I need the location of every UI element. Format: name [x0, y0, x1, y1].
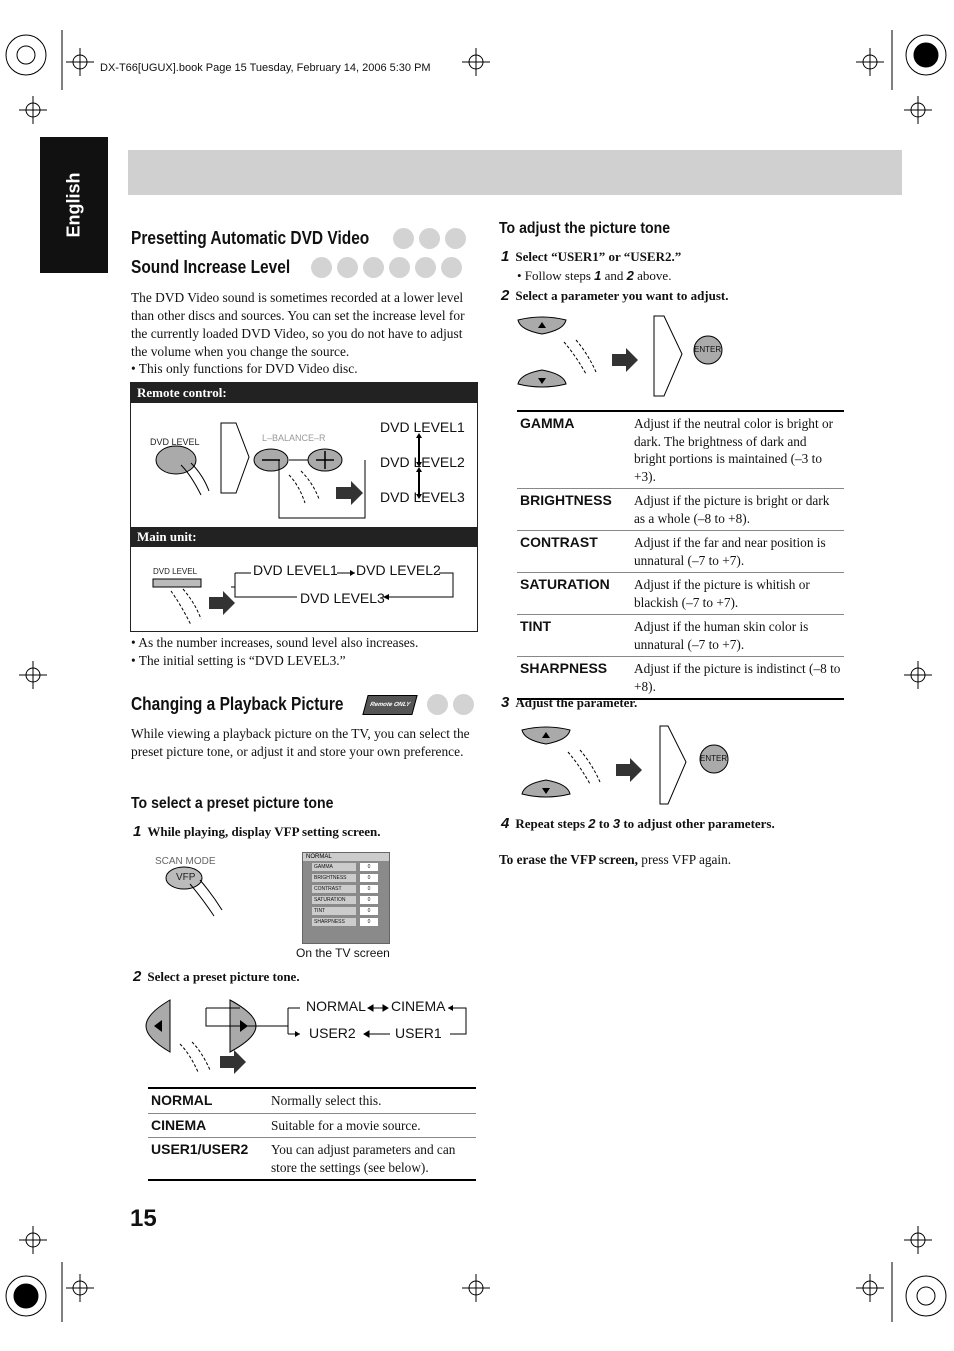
remote-only-badge: Remote ONLY	[362, 695, 417, 715]
adjust-step4	[501, 815, 775, 832]
preset-step1	[133, 823, 381, 840]
dvd-level-box	[130, 382, 478, 632]
table-row	[517, 411, 844, 489]
table-row	[148, 1113, 476, 1138]
step-number: 2	[133, 968, 142, 985]
tv-row-value: 0	[360, 896, 378, 904]
note-text: and	[601, 268, 627, 283]
step-number: 1	[501, 248, 510, 265]
section2-title: Changing a Playback Picture	[131, 694, 344, 714]
tv-row-key: SHARPNESS	[312, 918, 356, 926]
title-dots	[427, 694, 474, 715]
adjust-enter-diagram	[518, 722, 738, 806]
table-value: Adjust if the picture is whitish or blackish (–7 to +7).	[631, 573, 844, 615]
step-text	[515, 816, 774, 832]
cycle-cinema: CINEMA	[391, 998, 446, 1014]
section1-title-line2: Sound Increase Level	[131, 257, 291, 277]
step-text: Select a parameter you want to adjust.	[515, 288, 729, 303]
table-value: You can adjust parameters and can store the settings (see below).	[268, 1138, 476, 1181]
table-row	[517, 489, 844, 531]
table-value: Adjust if the far and near position is unnatural (–7 to +7).	[631, 531, 844, 573]
table-key: CONTRAST	[517, 531, 631, 573]
tv-row-key: CONTRAST	[312, 885, 356, 893]
level2-label: DVD LEVEL2	[380, 454, 465, 470]
enter-label: ENTER	[700, 754, 728, 763]
adjust-subheading: To adjust the picture tone	[499, 220, 671, 237]
table-key: NORMAL	[148, 1088, 268, 1113]
title-dots	[393, 228, 466, 249]
preset-step2	[133, 968, 300, 985]
parameter-table	[517, 410, 844, 700]
step-ref: 3	[612, 816, 621, 831]
level1-label: DVD LEVEL1	[380, 419, 465, 435]
section1-title	[131, 228, 466, 278]
tv-row	[312, 918, 389, 926]
step-number: 4	[501, 815, 510, 832]
cycle-normal: NORMAL	[306, 998, 366, 1014]
tv-row-value: 0	[360, 907, 378, 915]
main-level1-label: DVD LEVEL1	[253, 562, 338, 578]
tv-screen-rows	[303, 861, 389, 926]
main-level2-label: DVD LEVEL2	[356, 562, 441, 578]
step-text: Select a preset picture tone.	[147, 969, 300, 984]
erase-note-rest: press VFP again.	[637, 852, 732, 867]
balance-label: L–BALANCE–R	[262, 433, 326, 443]
note-step-ref: 1	[594, 268, 602, 283]
table-row	[517, 531, 844, 573]
section1-title-line1: Presetting Automatic DVD Video	[131, 228, 370, 248]
main-level3-label: DVD LEVEL3	[300, 590, 385, 606]
tv-row-value: 0	[360, 863, 378, 871]
tv-row-value: 0	[360, 918, 378, 926]
cycle-user2: USER2	[309, 1025, 356, 1041]
note-1: • As the number increases, sound level also increases.	[131, 635, 419, 650]
tv-row-key: TINT	[312, 907, 356, 915]
scan-mode-label: SCAN MODE	[155, 856, 216, 867]
step-text: While playing, display VFP setting screen.	[147, 824, 381, 839]
table-value: Adjust if the picture is bright or dark as a whole (–8 to +8).	[631, 489, 844, 531]
tv-row-key: BRIGHTNESS	[312, 874, 356, 882]
language-tab	[40, 137, 108, 273]
table-value: Adjust if the human skin color is unnatural (–7 to +7).	[631, 615, 844, 657]
tv-screen-title: NORMAL	[303, 853, 389, 861]
table-row	[517, 615, 844, 657]
tv-row-value: 0	[360, 874, 378, 882]
adjust-step2	[501, 287, 729, 304]
table-key: USER1/USER2	[148, 1138, 268, 1181]
step-text-part: to	[595, 816, 613, 831]
tv-row-key: SATURATION	[312, 896, 356, 904]
table-row	[148, 1138, 476, 1181]
tv-screen	[302, 852, 390, 944]
table-key: CINEMA	[148, 1113, 268, 1138]
tv-caption: On the TV screen	[296, 946, 390, 960]
preset-table	[148, 1087, 476, 1181]
tv-row	[312, 863, 389, 871]
section2-body: While viewing a playback picture on the TV, you can select the preset picture tone, or adjust it and store your own preference.	[131, 726, 470, 759]
note-text: above.	[633, 268, 672, 283]
note-text: • Follow steps	[517, 268, 595, 283]
step-text-part: Repeat steps	[515, 816, 589, 831]
tv-row	[312, 907, 389, 915]
table-value: Adjust if the picture is indistinct (–8 to +8).	[631, 657, 844, 700]
dvd-level-button-label: DVD LEVEL	[150, 437, 200, 447]
note-step-ref: 2	[626, 268, 634, 283]
cursor-enter-diagram	[514, 312, 734, 402]
erase-note	[499, 852, 731, 868]
tv-row-value: 0	[360, 885, 378, 893]
tv-row	[312, 885, 389, 893]
book-header-line: DX-T66[UGUX].book Page 15 Tuesday, February 14, 2006 5:30 PM	[100, 62, 431, 74]
title-dots	[311, 257, 462, 278]
table-key: TINT	[517, 615, 631, 657]
section2-title-row	[131, 694, 474, 715]
tv-row-key: GAMMA	[312, 863, 356, 871]
level3-label: DVD LEVEL3	[380, 489, 465, 505]
enter-label: ENTER	[694, 345, 722, 354]
note-2: • The initial setting is “DVD LEVEL3.”	[131, 653, 346, 668]
erase-note-bold: To erase the VFP screen,	[499, 852, 638, 867]
language-tab-label: English	[63, 172, 84, 238]
step-text: Select “USER1” or “USER2.”	[515, 249, 682, 264]
section1-bullet: • This only functions for DVD Video disc.	[131, 361, 358, 376]
table-key: GAMMA	[517, 411, 631, 489]
step-text-part: to adjust other parameters.	[620, 816, 775, 831]
adjust-step3	[501, 694, 637, 711]
preset-subheading: To select a preset picture tone	[131, 795, 334, 812]
header-band	[128, 150, 902, 195]
adjust-step1-note	[517, 268, 671, 284]
table-key: SATURATION	[517, 573, 631, 615]
table-row	[517, 573, 844, 615]
table-key: SHARPNESS	[517, 657, 631, 700]
main-unit-header: Main unit:	[131, 527, 477, 547]
step-number: 3	[501, 694, 510, 711]
tv-row	[312, 874, 389, 882]
remote-control-header: Remote control:	[131, 383, 477, 403]
table-row	[148, 1088, 476, 1113]
section1-body: The DVD Video sound is sometimes recorded at a lower level than other discs and sources. You can set the increase level for the currently loaded DVD Video, so you do not have to adjust the volume when you change the source.	[131, 290, 465, 359]
vfp-button-label: VFP	[176, 872, 196, 883]
page-number: 15	[130, 1205, 157, 1232]
table-key: BRIGHTNESS	[517, 489, 631, 531]
step-ref: 2	[588, 816, 596, 831]
tv-row	[312, 896, 389, 904]
cycle-user1: USER1	[395, 1025, 442, 1041]
table-value: Suitable for a movie source.	[268, 1113, 476, 1138]
table-row	[517, 657, 844, 700]
table-value: Adjust if the neutral color is bright or dark. The brightness of dark and bright portions is maintained (–3 to +3).	[631, 411, 844, 489]
adjust-step1	[501, 248, 681, 265]
main-unit-diagram	[131, 549, 477, 629]
step-number: 2	[501, 287, 510, 304]
table-value: Normally select this.	[268, 1088, 476, 1113]
step-number: 1	[133, 823, 142, 840]
main-dvd-level-label: DVD LEVEL	[153, 567, 198, 576]
step-text: Adjust the parameter.	[515, 695, 638, 710]
